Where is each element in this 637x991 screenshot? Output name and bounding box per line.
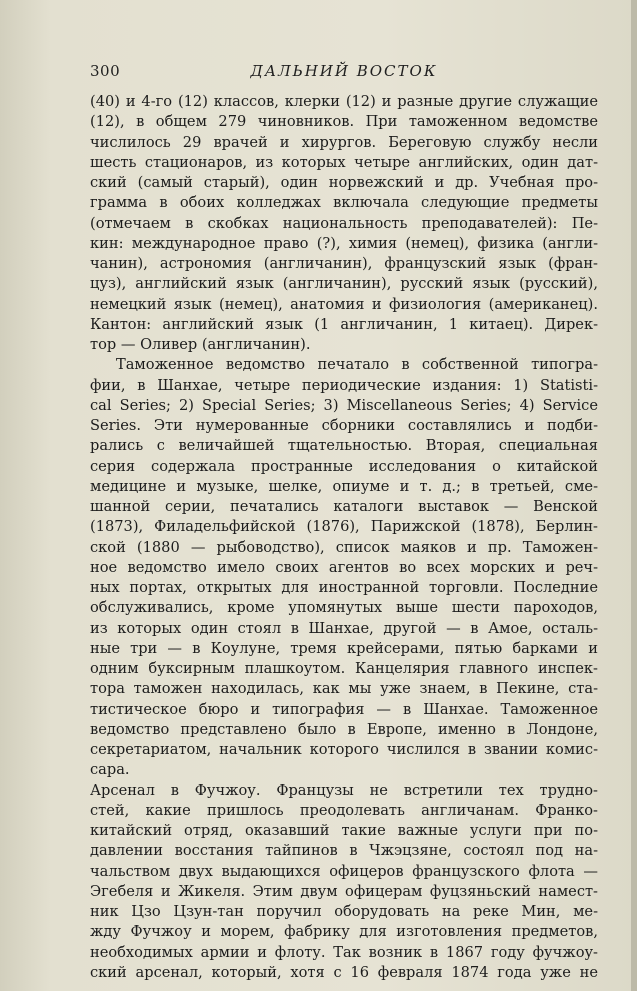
text-line: кин: международное право (?), химия (немец), физика (англи- [90,234,598,252]
text-line: секретариатом, начальник которого числился в звании комис- [90,741,598,758]
text-line: (отмечаем в скобках национальность преподавателей): Пе- [90,214,598,232]
text-line: обслуживались, кроме упомянутых выше шести пароходов, [90,599,598,617]
text-line: тора таможен находилась, как мы уже знаем, в Пекине, ста- [90,680,598,698]
text-line: шанной серии, печатались каталоги выставок — Венской [90,498,598,515]
text-line: ский (самый старый), один норвежский и др. Учебная про- [90,174,598,191]
text-line: медицине и музыке, шелке, опиуме и т. д.; в третьей, сме- [90,477,598,495]
text-line: фии, в Шанхае, четыре периодические издания: 1) Statisti- [90,376,598,394]
text-line: cal Series; 2) Special Series; 3) Miscellaneous Series; 4) Service [90,396,598,414]
text-line: грамма в обоих колледжах включала следующие предметы [90,194,598,212]
body-text [90,92,598,983]
text-line: тистическое бюро и типография — в Шанхае. Таможенное [90,700,598,718]
text-line: цуз), английский язык (англичанин), русский язык (русский), [90,275,598,293]
text-line: сара. [90,761,130,779]
text-line: (1873), Филадельфийской (1876), Парижской (1878), Берлин- [90,518,598,536]
text-line: ных портах, открытых для иностранной торговли. Последние [90,579,598,596]
text-line: ник Цзо Цзун-тан поручил оборудовать на реке Мин, ме- [90,903,598,920]
text-line: шесть стационаров, из которых четыре английских, один дат- [90,153,598,171]
text-line: ведомство представлено было в Европе, именно в Лондоне, [90,720,598,738]
text-line: Эгебеля и Жикеля. Этим двум офицерам фуцзяньский намест- [90,882,598,900]
text-line: из которых один стоял в Шанхае, другой — в Амое, осталь- [90,619,598,637]
text-line: тор — Оливер (англичанин). [90,336,311,353]
section-heading-line: Арсенал в Фучжоу. Французы не встретили тех трудно- [90,781,598,799]
text-line: чанин), астрономия (англичанин), французский язык (фран- [90,255,598,272]
paragraph-first-line: Таможенное ведомство печатало в собственной типогра- [116,356,598,374]
text-line: (40) и 4-го (12) классов, клерки (12) и разные другие служащие [90,93,598,110]
text-line: необходимых армии и флоту. Так возник в 1867 году фучжоу- [90,943,598,961]
text-line: рались с величайшей тщательностью. Вторая, специальная [90,437,598,455]
text-line: одним буксирным плашкоутом. Канцелярия главного инспек- [90,660,598,677]
text-line: числилось 29 врачей и хирургов. Береговую службу несли [90,133,598,151]
text-line: ное ведомство имело своих агентов во всех морских и реч- [90,558,598,576]
text-line: серия содержала пространные исследования о китайской [90,457,598,475]
text-line: давлении восстания тайпинов в Чжэцзяне, состоял под на- [90,842,598,860]
text-line: китайский отряд, оказавший такие важные услуги при по- [90,822,598,839]
page-header [90,62,598,84]
text-line: ский арсенал, который, хотя с 16 февраля 1874 года уже не [90,963,598,981]
text-line: ные три — в Коулуне, тремя крейсерами, пятью барками и [90,639,598,657]
running-title: ДАЛЬНИЙ ВОСТОК [250,62,438,80]
text-line: жду Фучжоу и морем, фабрику для изготовления предметов, [90,923,598,941]
text-line: Series. Эти нумерованные сборники составлялись и подби- [90,417,598,434]
text-line: (12), в общем 279 чиновников. При таможенном ведомстве [90,113,598,131]
text-line: чальством двух выдающихся офицеров французского флота — [90,862,598,880]
text-line: стей, какие пришлось преодолевать англичанам. Франко- [90,801,598,819]
text-line: ской (1880 — рыбоводство), список маяков и пр. Таможен- [90,538,598,556]
page-number: 300 [90,62,121,80]
text-line: немецкий язык (немец), анатомия и физиология (американец). [90,295,598,313]
text-line: Кантон: английский язык (1 англичанин, 1 китаец). Дирек- [90,315,598,333]
